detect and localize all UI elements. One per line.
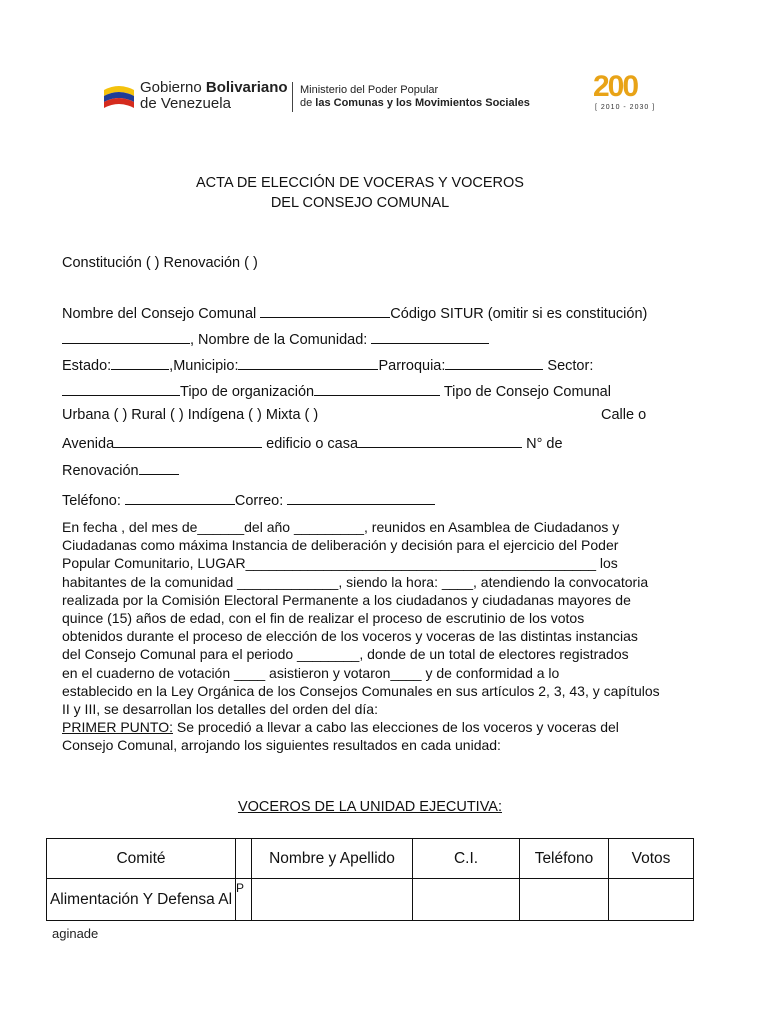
venezuela-flag-icon xyxy=(102,82,136,110)
section-subtitle: VOCEROS DE LA UNIDAD EJECUTIVA: xyxy=(237,799,502,815)
renovacion-blank[interactable] xyxy=(139,460,179,475)
estado-line: Estado: ,Municipio: Parroquia: Sector: xyxy=(62,355,593,374)
calle-label: Calle o xyxy=(601,407,647,423)
table-header-row xyxy=(47,839,694,879)
table-row xyxy=(47,879,694,921)
renovacion-line: Renovación xyxy=(62,460,179,479)
cell-nombre[interactable] xyxy=(252,879,413,921)
parroquia-blank[interactable] xyxy=(445,355,543,370)
bicentennial-logo xyxy=(593,70,665,114)
tipo-line: Tipo de organización Tipo de Consejo Comunal xyxy=(62,381,611,400)
correo-blank[interactable] xyxy=(287,490,435,505)
logo-number: 200 xyxy=(593,70,638,103)
tipo-org-blank[interactable] xyxy=(314,381,440,396)
nombre-blank[interactable] xyxy=(260,303,390,318)
situr-blank[interactable] xyxy=(62,329,190,344)
cell-comite: Alimentación Y Defensa Al xyxy=(47,879,236,921)
cell-votos[interactable] xyxy=(609,879,694,921)
avenida-line: Avenida edificio o casa N° de xyxy=(62,433,563,452)
edificio-blank[interactable] xyxy=(358,433,522,448)
contacto-line: Teléfono: Correo: xyxy=(62,490,435,509)
municipio-blank[interactable] xyxy=(238,355,378,370)
nombre-line: Nombre del Consejo Comunal Código SITUR (omitir si es constitución) xyxy=(62,303,647,322)
comunidad-line: , Nombre de la Comunidad: xyxy=(62,329,489,348)
estado-blank[interactable] xyxy=(111,355,169,370)
th-spacer xyxy=(236,839,252,879)
cell-telefono[interactable] xyxy=(520,879,609,921)
th-votos: Votos xyxy=(609,839,694,879)
th-nombre: Nombre y Apellido xyxy=(252,839,413,879)
constitucion-line: Constitución ( ) Renovación ( ) xyxy=(62,255,258,271)
cell-mark: P xyxy=(236,879,252,921)
acta-paragraph: En fecha , del mes de______del año _________, reunidos en Asamblea de Ciudadanos y Ciudadanas como máxima Instancia de deliberación y decisión para el ejercicio del Poder Popular Comunitario, LUGAR_____________________________________________ los habitantes de la comunidad _____________, siendo la hora: ____, atendiendo la convocatoria realizada por la Comisión Electoral Permanente a los ciudadanos y ciudadanas mayores de quince (15) años de edad, con el fin de realizar el proceso de escrutinio de los votos obtenidos durante el proceso de elección de los voceros y voceras de las distintas instancias del Consejo Comunal para el periodo ________, donde de un total de electores registrados en el cuaderno de votación ____ asistieron y votaron____ y de conformidad a lo establecido en la Ley Orgánica de los Consejos Comunales en sus artículos 2, 3, 43, y capítulos II y III, se desarrollan los detalles del orden del día: PRIMER PUNTO: Se procedió a llevar a cabo las elecciones de los voceros y voceras del Consejo Comunal, arrojando los siguientes resultados en cada unidad: xyxy=(62,519,660,754)
sector-blank[interactable] xyxy=(62,381,180,396)
document-title: ACTA DE ELECCIÓN DE VOCERAS Y VOCEROS DEL CONSEJO COMUNAL xyxy=(196,175,524,211)
comunidad-blank[interactable] xyxy=(371,329,489,344)
page-footer-text: aginade xyxy=(52,926,99,941)
primer-punto-label: PRIMER PUNTO: xyxy=(62,719,173,736)
government-name: Gobierno Bolivariano de Venezuela xyxy=(140,79,288,112)
avenida-blank[interactable] xyxy=(114,433,262,448)
telefono-blank[interactable] xyxy=(125,490,235,505)
th-ci: C.I. xyxy=(413,839,520,879)
urbana-line: Urbana ( ) Rural ( ) Indígena ( ) Mixta ( ) xyxy=(62,407,319,423)
cell-ci[interactable] xyxy=(413,879,520,921)
logo-years: [ 2010 - 2030 ] xyxy=(595,104,656,111)
th-comite: Comité xyxy=(47,839,236,879)
voceros-table xyxy=(46,838,694,921)
th-telefono: Teléfono xyxy=(520,839,609,879)
ministry-name: Ministerio del Poder Popular de las Comunas y los Movimientos Sociales xyxy=(300,84,530,109)
header-divider xyxy=(292,82,293,112)
